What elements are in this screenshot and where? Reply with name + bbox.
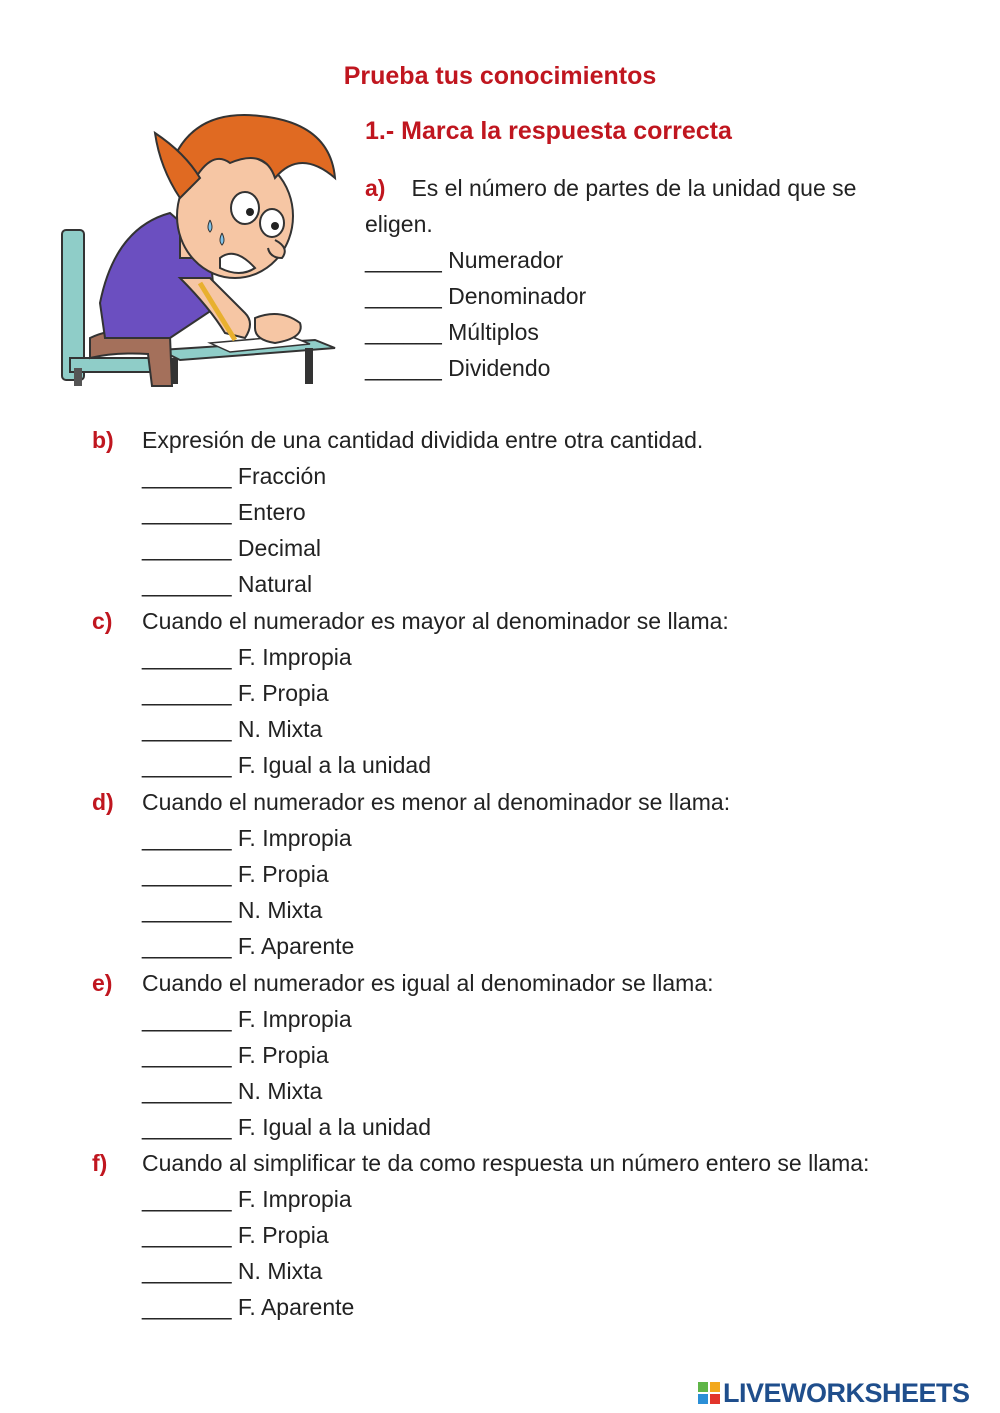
answer-option[interactable]: _______ F. Igual a la unidad: [142, 1114, 432, 1140]
answer-option[interactable]: _______ F. Propia: [142, 1042, 329, 1068]
answer-option[interactable]: _______ Decimal: [142, 535, 322, 561]
question-text: Cuando el numerador es menor al denominador se llama:: [142, 789, 731, 815]
answer-option[interactable]: _______ F. Aparente: [142, 1294, 355, 1320]
page-title: Prueba tus conocimientos: [343, 62, 657, 90]
question-text: Es el número de partes de la unidad que se eligen.: [365, 175, 857, 237]
question-b: [92, 422, 972, 602]
question-a: [365, 170, 925, 386]
answer-option[interactable]: _______ Entero: [142, 499, 306, 525]
answer-option[interactable]: ______ Denominador: [365, 283, 587, 309]
section-heading: 1.- Marca la respuesta correcta: [365, 117, 732, 145]
answer-option[interactable]: _______ N. Mixta: [142, 716, 323, 742]
question-f: [92, 1145, 972, 1325]
answer-option[interactable]: _______ F. Impropia: [142, 1186, 352, 1212]
answer-option[interactable]: _______ F. Impropia: [142, 1006, 352, 1032]
answer-option[interactable]: ______ Múltiplos: [365, 319, 539, 345]
question-text: Cuando el numerador es mayor al denominador se llama:: [142, 608, 729, 634]
answer-option[interactable]: _______ Natural: [142, 571, 313, 597]
answer-option[interactable]: _______ N. Mixta: [142, 897, 323, 923]
question-letter: f): [92, 1150, 108, 1176]
answer-option[interactable]: _______ F. Aparente: [142, 933, 355, 959]
answer-option[interactable]: ______ Dividendo: [365, 355, 551, 381]
question-letter: a): [365, 175, 386, 201]
answer-option[interactable]: _______ N. Mixta: [142, 1258, 323, 1284]
student-illustration: [60, 108, 340, 388]
question-letter: d): [92, 789, 114, 815]
question-text: Cuando al simplificar te da como respuesta un número entero se llama:: [142, 1150, 870, 1176]
logo-text: LIVEWORKSHEETS: [723, 1377, 970, 1408]
answer-option[interactable]: _______ F. Propia: [142, 1222, 329, 1248]
question-letter: b): [92, 427, 114, 453]
question-text: Cuando el numerador es igual al denominador se llama:: [142, 970, 714, 996]
question-letter: e): [92, 970, 113, 996]
answer-option[interactable]: _______ F. Impropia: [142, 644, 352, 670]
answer-option[interactable]: _______ N. Mixta: [142, 1078, 323, 1104]
answer-option[interactable]: _______ F. Propia: [142, 861, 329, 887]
question-letter: c): [92, 608, 113, 634]
question-d: [92, 784, 972, 964]
logo-icon: [698, 1382, 720, 1404]
question-c: [92, 603, 972, 783]
question-text: Expresión de una cantidad dividida entre otra cantidad.: [142, 427, 704, 453]
answer-option[interactable]: ______ Numerador: [365, 247, 564, 273]
question-a-prompt: [365, 170, 915, 242]
liveworksheets-logo: [698, 1376, 970, 1410]
answer-option[interactable]: _______ F. Propia: [142, 680, 329, 706]
question-e: [92, 965, 972, 1145]
answer-option[interactable]: _______ Fracción: [142, 463, 327, 489]
answer-option[interactable]: _______ F. Igual a la unidad: [142, 752, 432, 778]
answer-option[interactable]: _______ F. Impropia: [142, 825, 352, 851]
